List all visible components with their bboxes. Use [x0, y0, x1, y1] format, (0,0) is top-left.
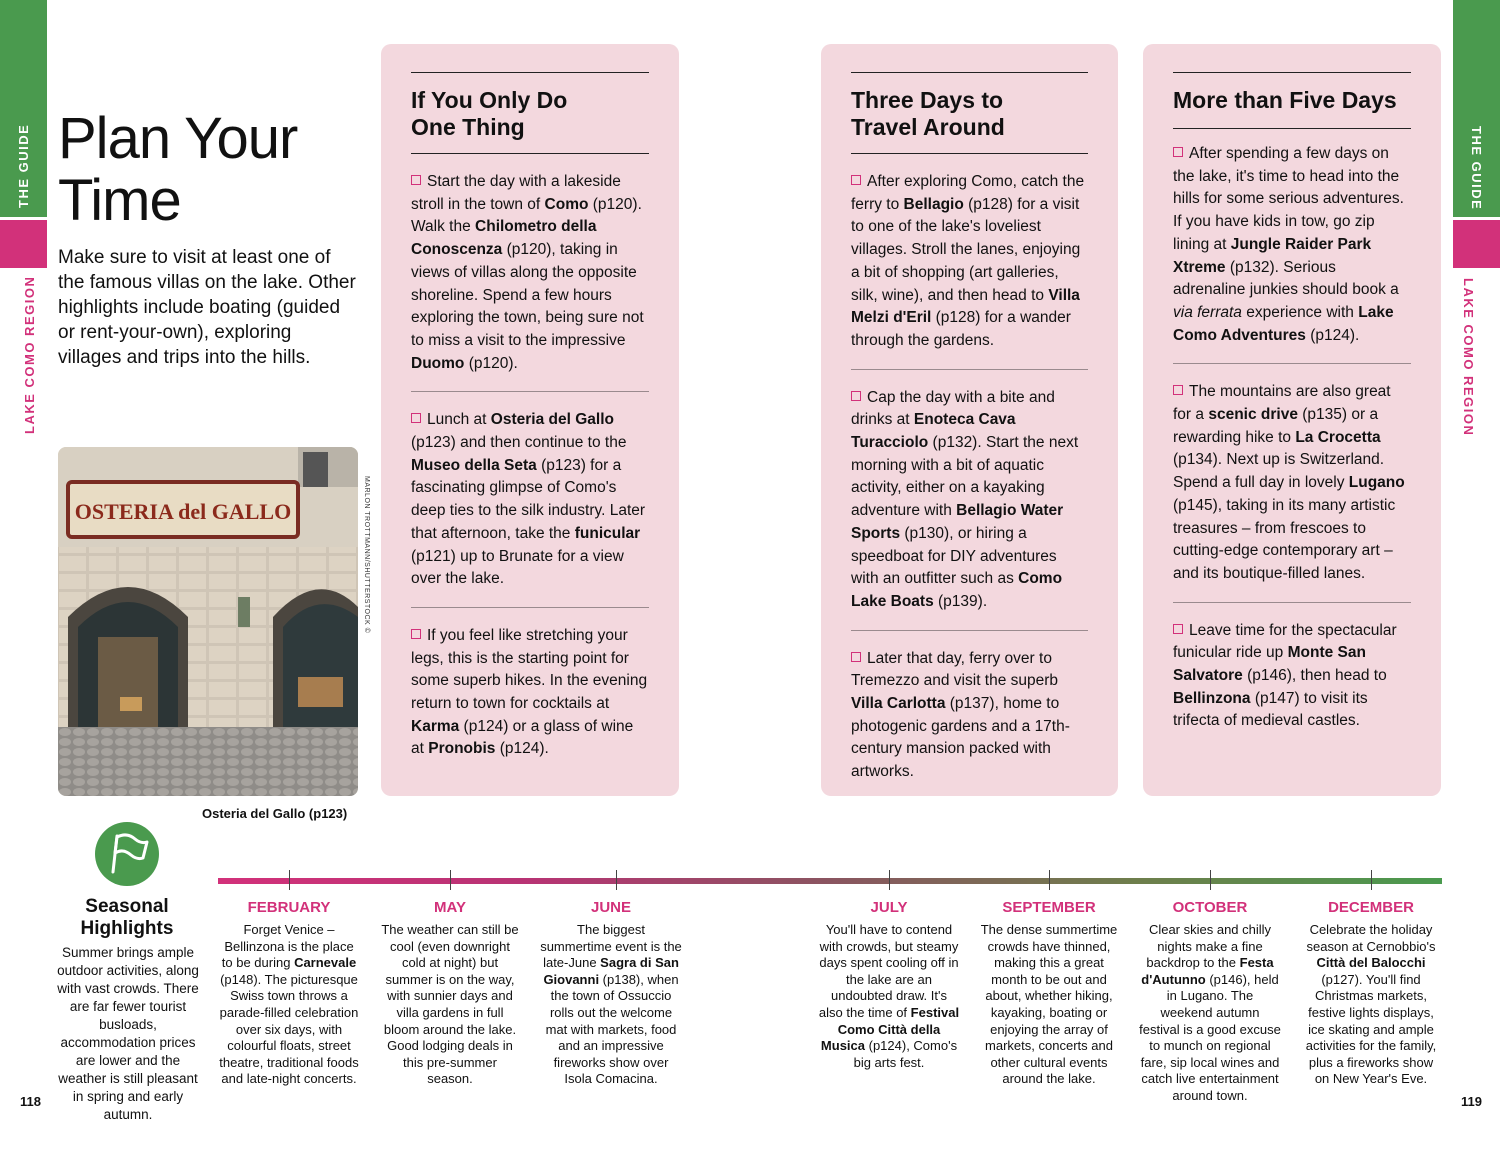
region-tab-left: [0, 220, 47, 268]
osteria-sign-text: OSTERIA del GALLO: [74, 499, 292, 524]
month-text-october: Clear skies and chilly nights make a fine backdrop to the Festa d'Autunno (p146), held in Lugano. The weekend autumn festival is a good excuse to munch on regional fare, sip local wines and catch live entertainment around town.: [1139, 922, 1281, 1103]
bullet-icon: [411, 413, 421, 423]
month-label-may: MAY: [434, 899, 466, 916]
bullet-icon: [851, 175, 861, 185]
card-title-line1: Three Days to: [851, 87, 1004, 113]
month-label-october: OCTOBER: [1172, 899, 1248, 916]
region-label-left: LAKE COMO REGION: [22, 275, 37, 434]
guide-label-right: THE GUIDE: [1469, 126, 1484, 211]
card-item: If you feel like stretching your legs, this is the starting point for some superb hikes. In the evening return to town for cocktails at Karma (p124) or a glass of wine at Pronobis (p124).: [411, 626, 648, 758]
seasonal-title: [62, 896, 192, 940]
card-item: After spending a few days on the lake, it's time to head into the hills for some serious adventures. If you have kids in tow, go zip lining at Jungle Raider Park Xtreme (p132). Serious adrenaline junkies should book a via ferrata experience with Lake Como Adventures (p124).: [1173, 129, 1411, 364]
timeline-tick: [616, 870, 617, 890]
month-label-september: SEPTEMBER: [1002, 899, 1096, 916]
card-three-days: [821, 44, 1118, 796]
month-label-december: DECEMBER: [1328, 899, 1414, 916]
flag-icon: [95, 822, 159, 886]
bullet-icon: [851, 652, 861, 662]
guide-tab-left-top: [0, 0, 47, 45]
page-title-line2: Time: [58, 168, 181, 233]
card-item: Cap the day with a bite and drinks at Enoteca Cava Turacciolo (p132). Start the next morning with a bit of aquatic activity, either on a kayaking adventure with Bellagio Water Sports (p130), or hiring a speedboat for DIY adventures with an outfitter such as Como Lake Boats (p139).: [851, 370, 1088, 631]
card-item: Leave time for the spectacular funicular ride up Monte San Salvatore (p146), then head to Bellinzona (p147) to visit its trifecta of medieval castles.: [1173, 621, 1397, 730]
month-text-september: The dense summertime crowds have thinned, making this a great month to be out and about, whether hiking, kayaking, boating or enjoying the array of markets, concerts and other cultural events around the lake.: [980, 922, 1118, 1087]
timeline-tick: [1210, 870, 1211, 890]
timeline-tick: [450, 870, 451, 890]
region-label-right: LAKE COMO REGION: [1461, 278, 1476, 437]
card-item: Start the day with a lakeside stroll in the town of Como (p120). Walk the Chilometro della Conoscenza (p120), taking in views of villas along the opposite shoreline. Spend a few hours exploring the town, being sure not to miss a visit to the impressive Duomo (p120).: [411, 154, 649, 392]
card-item: After exploring Como, catch the ferry to Bellagio (p128) for a visit to one of the lake's loveliest villages. Stroll the lanes, enjoying a bit of shopping (art galleries, silk, wine), and then head to Villa Melzi d'Eril (p128) for a wander through the gardens.: [851, 154, 1088, 370]
timeline-tick: [1371, 870, 1372, 890]
page-title: [58, 108, 297, 232]
bullet-icon: [411, 175, 421, 185]
month-label-july: JULY: [870, 899, 908, 916]
month-text-july: You'll have to contend with crowds, but steamy days spent cooling off in the lake are an undoubted draw. It's also the time of Festival Como Città della Musica (p124), Como's big arts fest.: [818, 922, 960, 1070]
card-five-days: [1143, 44, 1441, 796]
month-label-june: JUNE: [590, 899, 631, 916]
page-number-left: 118: [20, 1094, 41, 1109]
osteria-photo: [58, 447, 358, 796]
card-title: More than Five Days: [1173, 72, 1411, 129]
timeline-tick: [289, 870, 290, 890]
timeline-tick: [889, 870, 890, 890]
card-item: Lunch at Osteria del Gallo (p123) and then continue to the Museo della Seta (p123) for a fascinating glimpse of Como's deep ties to the silk industry. Later that afternoon, take the funicular (p121) up to Brunate for a view over the lake.: [411, 392, 649, 608]
page-number-right: 119: [1461, 1094, 1482, 1109]
month-text-may: The weather can still be cool (even downright cold at night) but summer is on the way, with sunnier days and villa gardens in full bloom around the lake. Good lodging deals in this pre-summer season.: [381, 922, 519, 1087]
card-item: Later that day, ferry over to Tremezzo and visit the superb Villa Carlotta (p137), home to photogenic gardens and a 17th-century mansion packed with artworks.: [851, 649, 1070, 781]
card-title: [851, 72, 1088, 154]
card-item: The mountains are also great for a scenic drive (p135) or a rewarding hike to La Crocetta (p134). Next up is Switzerland. Spend a full day in lovely Lugano (p145), taking in its many artistic treasures – from frescoes to cutting-edge contemporary art – and its boutique-filled lanes.: [1173, 364, 1411, 602]
timeline-tick: [1049, 870, 1050, 890]
guide-tab-right-top: [1453, 0, 1500, 45]
card-title-line2: Travel Around: [851, 114, 1005, 140]
page-title-line1: Plan Your: [58, 106, 298, 171]
card-title-line1: If You Only Do: [411, 87, 568, 113]
month-text-february: Forget Venice – Bellinzona is the place to be during Carnevale (p148). The picturesque Swiss town throws a parade-filled celebration over six days, with colourful floats, street theatre, traditional foods and late-night concerts.: [219, 922, 359, 1087]
region-tab-right: [1453, 220, 1500, 268]
card-one-thing: [381, 44, 679, 796]
month-text-december: Celebrate the holiday season at Cernobbio's Città del Balocchi (p127). You'll find Christmas markets, festive lights displays, ice skating and ample activities for the family, plus a fireworks show on New Year's Eve.: [1305, 922, 1437, 1087]
month-label-february: FEBRUARY: [247, 899, 331, 916]
osteria-photo-illustration: [58, 447, 358, 796]
seasonal-text: Summer brings ample outdoor activities, along with vast crowds. There are far fewer tourist busloads, accommodation prices are lower and the weather is still pleasant in spring and early autumn.: [57, 945, 199, 1122]
guide-label-left: THE GUIDE: [16, 123, 31, 208]
card-title: [411, 72, 649, 154]
bullet-icon: [1173, 385, 1183, 395]
photo-credit: MARLON TROTTMANN/SHUTTERSTOCK ©: [363, 476, 370, 634]
intro-paragraph: Make sure to visit at least one of the famous villas on the lake. Other highlights include boating (guided or rent-your-own), exploring villages and trips into the hills.: [58, 247, 356, 368]
card-title-line2: One Thing: [411, 114, 525, 140]
bullet-icon: [1173, 147, 1183, 157]
month-text-june: The biggest summertime event is the late-June Sagra di San Giovanni (p138), when the town of Ossuccio rolls out the welcome mat with markets, food and an impressive fireworks show over Isola Comacina.: [540, 922, 682, 1087]
timeline-bar: [218, 878, 1442, 884]
seasonal-title-line2: Highlights: [80, 918, 174, 939]
seasonal-title-line1: Seasonal: [85, 896, 169, 917]
bullet-icon: [1173, 624, 1183, 634]
bullet-icon: [411, 629, 421, 639]
bullet-icon: [851, 391, 861, 401]
photo-caption: Osteria del Gallo (p123): [202, 806, 348, 821]
